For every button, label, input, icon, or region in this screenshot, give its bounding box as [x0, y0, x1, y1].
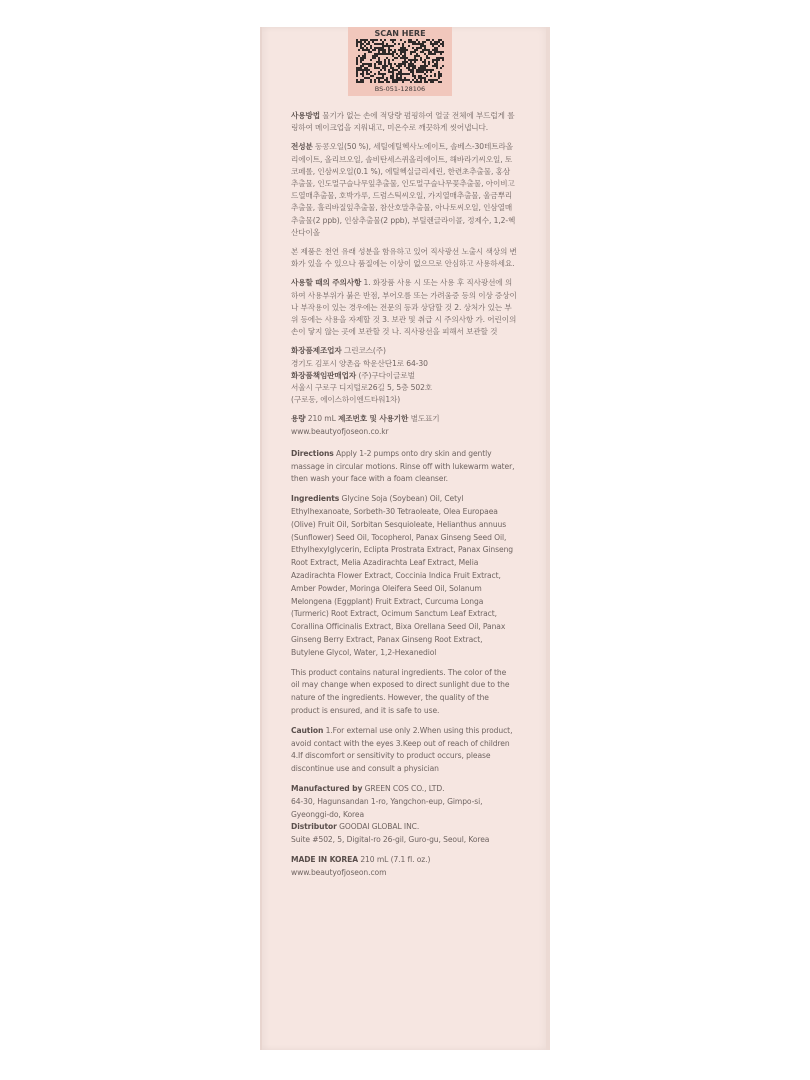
- en-volume: 210 mL (7.1 fl. oz.): [358, 854, 431, 864]
- ko-website: www.beautyofjoseon.co.kr: [291, 426, 389, 436]
- ko-ingredients: [291, 141, 517, 239]
- en-directions-text: Apply 1-2 pumps onto dry skin and gently massage in circular motions. Rinse off with lukewarm water, then wash your face with a foam cleanser.: [291, 448, 515, 484]
- ko-usage-label: 사용방법: [291, 111, 320, 120]
- en-company: [291, 783, 517, 847]
- en-notice: This product contains natural ingredients. The color of the oil may change when exposed to direct sunlight due to the nature of the ingredients. However, the quality of the product is ensured, and it is safe to use.: [291, 667, 510, 716]
- ko-volume: [291, 413, 517, 437]
- box-right-edge: [546, 27, 550, 1050]
- ko-volume-label: 용량: [291, 414, 306, 424]
- qr-label: [348, 27, 452, 96]
- scan-here-title: SCAN HERE: [374, 29, 426, 38]
- en-distributor-address: Suite #502, 5, Digital-ro 26-gil, Guro-gu, Seoul, Korea: [291, 835, 490, 845]
- ko-company: [291, 345, 517, 406]
- ko-usage-text: 물기가 없는 손에 적당량 펌핑하여 얼굴 전체에 부드럽게 롤링하여 메이크업을 지워내고, 미온수로 깨끗하게 씻어냅니다.: [291, 111, 515, 133]
- ko-seller-name: (주)구다이글로벌: [356, 370, 415, 380]
- en-caution-label: Caution: [291, 725, 324, 735]
- ko-maker-label: 화장품제조업자: [291, 346, 342, 356]
- en-ingredients-label: Ingredients: [291, 494, 340, 504]
- scan-code: BS-051-128106: [374, 85, 426, 93]
- ko-notice: 본 제품은 천연 유래 성분을 함유하고 있어 직사광선 노출시 색상의 변화가 있을 수 있으나 품질에는 이상이 없으므로 안심하고 사용하세요.: [291, 247, 517, 269]
- qr-code-icon: [356, 39, 444, 83]
- ko-volume-value: 210 mL: [305, 414, 339, 424]
- ko-caution-text: 1. 화장품 사용 시 또는 사용 후 직사광선에 의하여 사용부위가 붉은 반점, 부어오름 또는 가려움증 등의 이상 증상이나 부작용이 있는 경우에는 전문의 등과 상담할 것 2. 상처가 있는 부위 등에는 사용을 자제할 것 3. 보관 및 취급 시 주의사항 가. 어린이의 손이 닿지 않는 곳에 보관할 것 나. 직사광선을 피해서 보관할 것: [291, 278, 517, 337]
- ko-seller-address-2: (구로동, 에이스하이엔드타워1차): [291, 395, 401, 405]
- en-website: www.beautyofjoseon.com: [291, 867, 387, 877]
- en-ingredients-text: Glycine Soja (Soybean) Oil, Cetyl Ethylhexanoate, Sorbeth-30 Tetraoleate, Olea Europaea (Olive) Fruit Oil, Sorbitan Sesquioleate, Helianthus annuus (Sunflower) Seed Oil, Tocopherol, Panax Ginseng Seed Oil, Ethylhexylglycerin, Eclipta Prostrata Extract, Panax Ginseng Root Extract, Melia Azadirachta Leaf Extract, Melia Azadirachta Flower Extract, Coccinia Indica Fruit Extract, Amber Powder, Moringa Oleifera Seed Oil, Solanum Melongena (Eggplant) Fruit Extract, Curcuma Longa (Turmeric) Root Extract, Ocimum Sanctum Leaf Extract, Corallina Officinalis Extract, Bixa Orellana Seed Oil, Panax Ginseng Berry Extract, Panax Ginseng Root Extract, Butylene Glycol, Water, 1,2-Hexanediol: [291, 494, 514, 657]
- en-origin: [291, 854, 517, 880]
- ko-caution-label: 사용할 때의 주의사항: [291, 278, 362, 288]
- ko-maker-address: 경기도 김포시 양촌읍 학운산단1로 64-30: [291, 358, 428, 368]
- en-caution: [291, 725, 517, 776]
- en-manufactured-label: Manufactured by: [291, 784, 363, 793]
- box-left-edge: [260, 27, 262, 1050]
- ko-ingredients-label: 전성분: [291, 142, 313, 152]
- en-caution-text: 1.For external use only 2.When using this product, avoid contact with the eyes 3.Keep out of reach of children 4.If discomfort or sensitivity to product occurs, please discontinue use and consult a physician: [291, 725, 513, 774]
- ko-maker-name: 그린코스(주): [341, 346, 386, 356]
- ko-seller-label: 화장품책임판매업자: [291, 370, 357, 380]
- en-directions: [291, 448, 517, 486]
- ko-batch-label: 제조번호 및 사용기한: [338, 414, 409, 424]
- en-directions-label: Directions: [291, 448, 334, 458]
- ko-usage: [291, 110, 517, 134]
- ko-ingredients-text: 동콩오일(50 %), 세틸에틸헥사노에이트, 솔베스-30테트라올리에이트, 올리브오일, 솔비탄세스퀴올리에이트, 해바라기씨오일, 토코페롤, 인삼씨오일(0.1 %), 에틸헥실글리세린, 한련초추출물, 홍삼추출물, 인도멀구슬나무잎추출물, 인도멀구슬나무꽃추출물, 아이비고드열매추출물, 호박가루, 드럼스틱씨오일, 가지열매추출물, 울금뿌리추출물, 홀리바질잎추출물, 참산호말추출물, 아나토씨오일, 인삼열매추출물(2 ppb), 인삼추출물(2 ppb), 부틸렌글라이콜, 정제수, 1,2-헥산다이올: [291, 142, 516, 237]
- en-made-in: MADE IN KOREA: [291, 854, 359, 864]
- ko-batch-value: 별도표기: [408, 414, 440, 424]
- en-ingredients: [291, 493, 517, 659]
- ko-seller-address: 서울시 구로구 디지털로26길 5, 5층 502호: [291, 383, 433, 393]
- en-manufactured-name: GREEN COS CO., LTD.: [362, 784, 445, 793]
- ko-caution: [291, 277, 517, 338]
- en-distributor-label: Distributor: [291, 822, 337, 832]
- label-text-block: [291, 110, 517, 887]
- en-distributor-name: GOODAI GLOBAL INC.: [336, 822, 420, 832]
- en-manufactured-address: 64-30, Hagunsandan 1-ro, Yangchon-eup, Gimpo-si, Gyeonggi-do, Korea: [291, 796, 483, 819]
